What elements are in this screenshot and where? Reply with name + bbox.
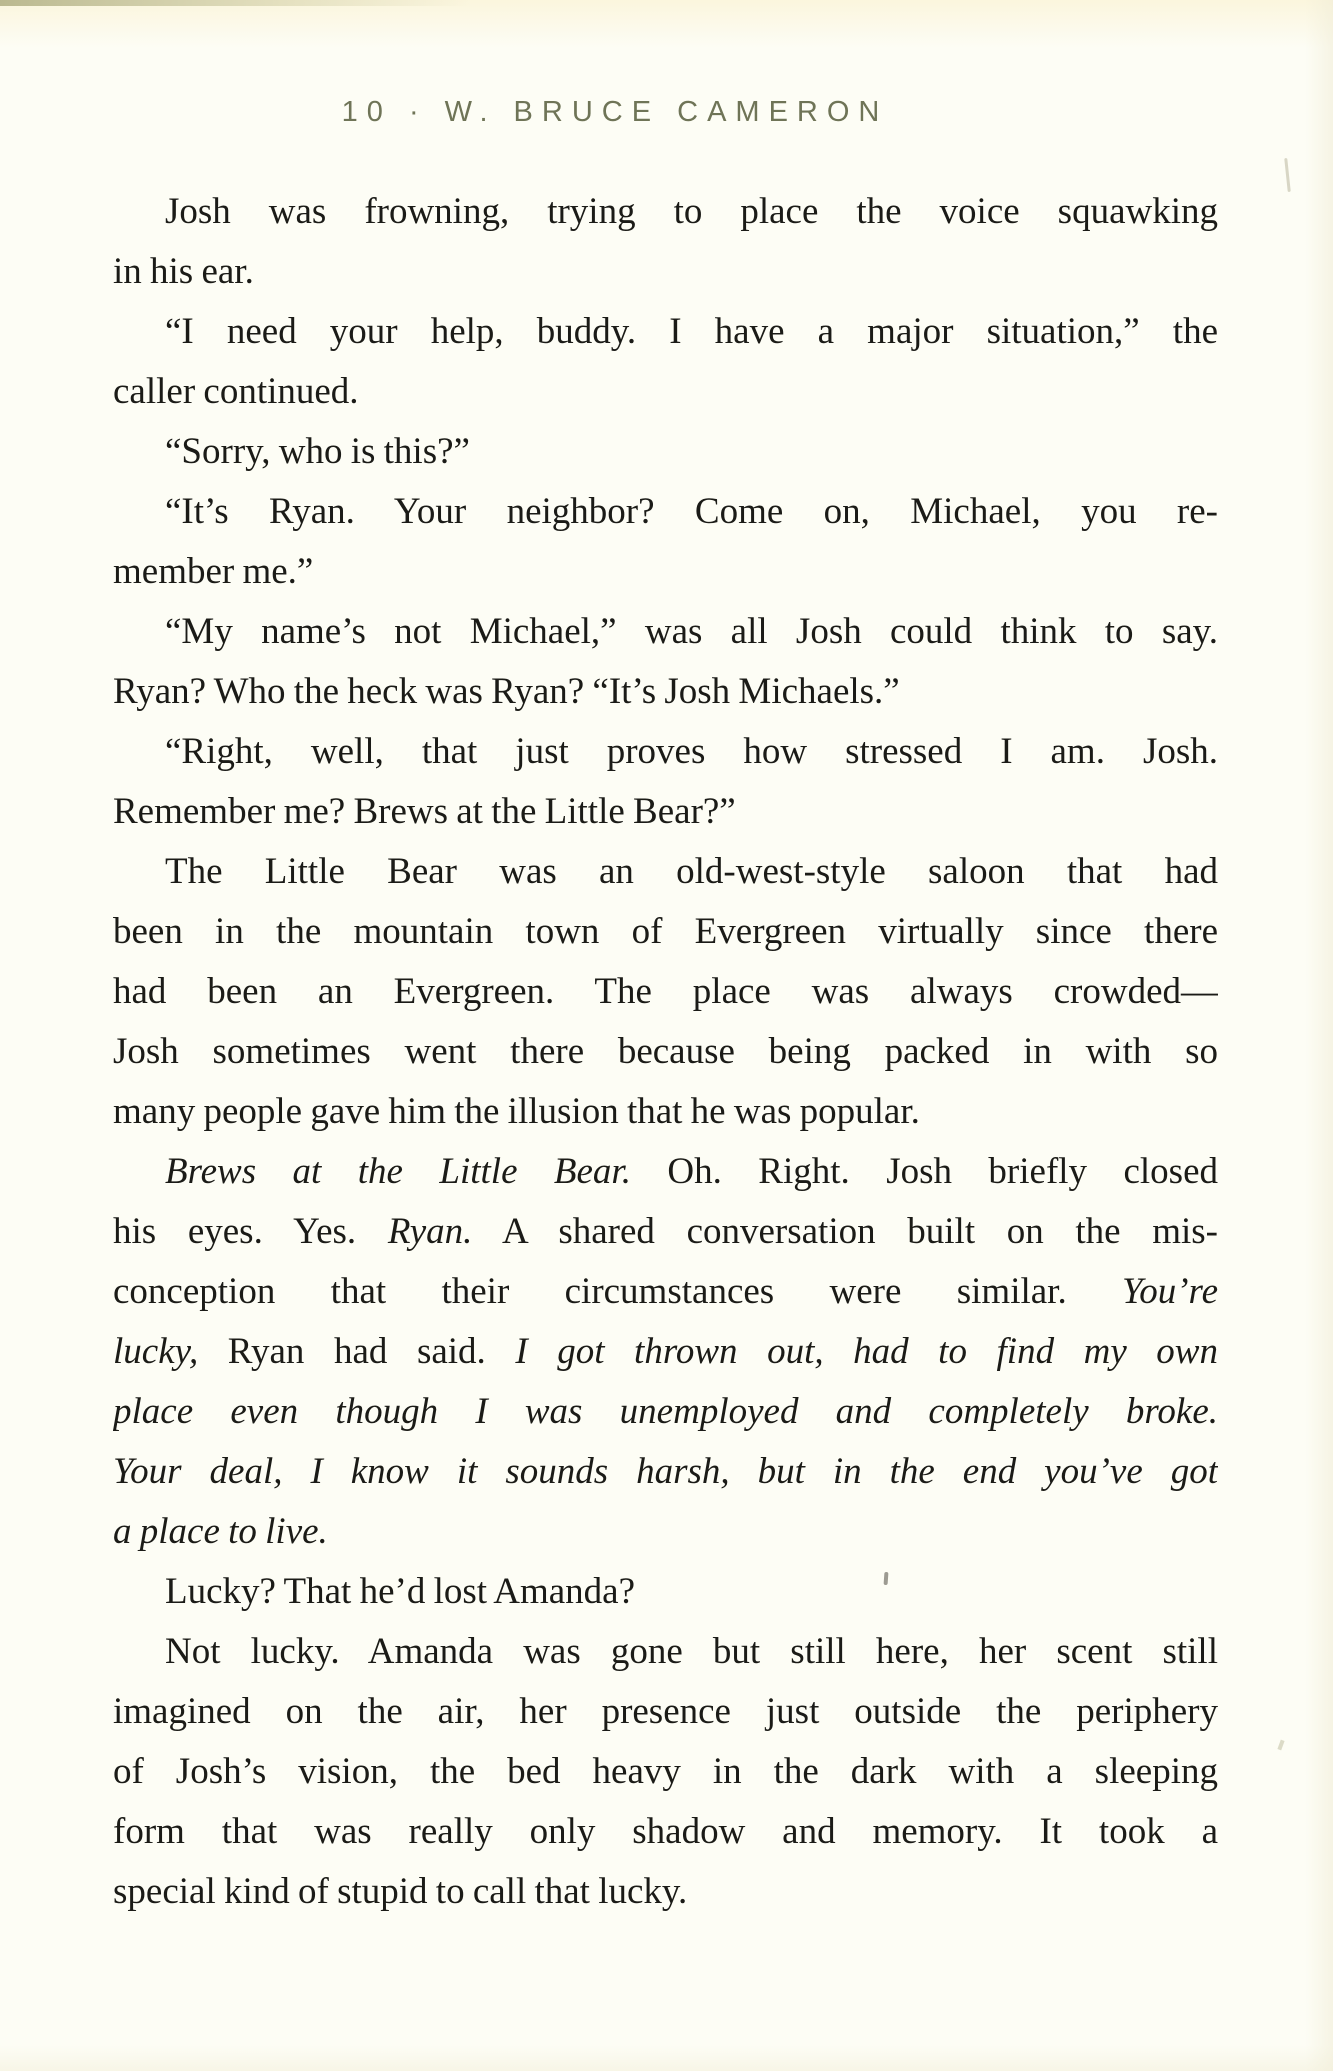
text-segment: form that was really only shadow and memory. It took a <box>113 1811 1218 1852</box>
text-line <box>113 362 1218 422</box>
text-segment: Ryan? Who the heck was Ryan? “It’s Josh Michaels.” <box>113 671 900 712</box>
text-line <box>113 182 1218 242</box>
text-line <box>113 1022 1218 1082</box>
text-line <box>113 1082 1218 1142</box>
text-segment: Josh sometimes went there because being packed in with so <box>113 1031 1218 1072</box>
scan-artifact-top-tint <box>0 0 1333 48</box>
italic-text-segment: Brews at the Little Bear. <box>165 1151 631 1192</box>
text-line <box>113 902 1218 962</box>
text-segment: conception that their circumstances were similar. <box>113 1271 1123 1312</box>
scan-artifact-green-strip <box>0 0 470 6</box>
text-line <box>113 542 1218 602</box>
scan-artifact-bottom-tint <box>0 2045 1333 2071</box>
text-segment: in his ear. <box>113 251 254 292</box>
text-segment: Not lucky. Amanda was gone but still here, her scent still <box>165 1631 1218 1672</box>
italic-text-segment: You’re <box>1122 1271 1218 1312</box>
text-line <box>113 422 1218 482</box>
text-segment: caller continued. <box>113 371 359 412</box>
text-segment: “It’s Ryan. Your neighbor? Come on, Michael, you re- <box>165 491 1218 532</box>
text-line <box>113 1202 1218 1262</box>
scan-artifact-right-tint <box>1305 0 1333 2071</box>
text-segment: been in the mountain town of Evergreen virtually since there <box>113 911 1218 952</box>
text-line <box>113 722 1218 782</box>
text-segment: A shared conversation built on the mis- <box>472 1211 1218 1252</box>
text-segment: “I need your help, buddy. I have a major situation,” the <box>165 311 1218 352</box>
text-segment: Lucky? That he’d lost Amanda? <box>165 1571 636 1612</box>
text-line <box>113 302 1218 362</box>
text-segment: The Little Bear was an old-west-style saloon that had <box>165 851 1218 892</box>
italic-text-segment: I got thrown out, had to find my own <box>515 1331 1218 1372</box>
text-line <box>113 1562 1218 1622</box>
text-segment: Remember me? Brews at the Little Bear?” <box>113 791 736 832</box>
text-line <box>113 1862 1218 1922</box>
text-segment: special kind of stupid to call that lucky. <box>113 1871 688 1912</box>
text-line <box>113 782 1218 842</box>
text-line <box>113 662 1218 722</box>
text-segment: “My name’s not Michael,” was all Josh could think to say. <box>165 611 1218 652</box>
text-segment: “Right, well, that just proves how stressed I am. Josh. <box>165 731 1218 772</box>
text-segment: had been an Evergreen. The place was always crowded— <box>113 971 1218 1012</box>
text-line <box>113 1382 1218 1442</box>
text-line <box>113 1682 1218 1742</box>
text-segment: Ryan had said. <box>198 1331 516 1372</box>
text-segment: member me.” <box>113 551 314 592</box>
text-block <box>113 182 1218 1922</box>
text-line <box>113 1322 1218 1382</box>
text-line <box>113 1622 1218 1682</box>
text-line <box>113 1142 1218 1202</box>
italic-text-segment: place even though I was unemployed and completely broke. <box>113 1391 1218 1432</box>
running-head: 10 · W. BRUCE CAMERON <box>341 96 889 128</box>
text-segment: of Josh’s vision, the bed heavy in the dark with a sleeping <box>113 1751 1218 1792</box>
text-line <box>113 1262 1218 1322</box>
scan-artifact-speck <box>1284 158 1291 192</box>
text-line <box>113 1502 1218 1562</box>
text-line <box>113 602 1218 662</box>
text-line <box>113 962 1218 1022</box>
text-line <box>113 842 1218 902</box>
text-line <box>113 1802 1218 1862</box>
text-line <box>113 242 1218 302</box>
scan-artifact-speck <box>1277 1740 1284 1751</box>
text-segment: Josh was frowning, trying to place the voice squawking <box>165 191 1218 232</box>
text-line <box>113 1442 1218 1502</box>
text-segment: his eyes. Yes. <box>113 1211 388 1252</box>
italic-text-segment: Ryan. <box>387 1211 473 1252</box>
text-line <box>113 1742 1218 1802</box>
italic-text-segment: Your deal, I know it sounds harsh, but in the end you’ve got <box>113 1451 1218 1492</box>
text-segment: “Sorry, who is this?” <box>165 431 470 472</box>
text-segment: many people gave him the illusion that he was popular. <box>113 1091 920 1132</box>
text-segment: imagined on the air, her presence just outside the periphery <box>113 1691 1218 1732</box>
italic-text-segment: lucky, <box>113 1331 199 1372</box>
text-line <box>113 482 1218 542</box>
italic-text-segment: a place to live. <box>113 1511 328 1552</box>
text-segment: Oh. Right. Josh briefly closed <box>630 1151 1218 1192</box>
